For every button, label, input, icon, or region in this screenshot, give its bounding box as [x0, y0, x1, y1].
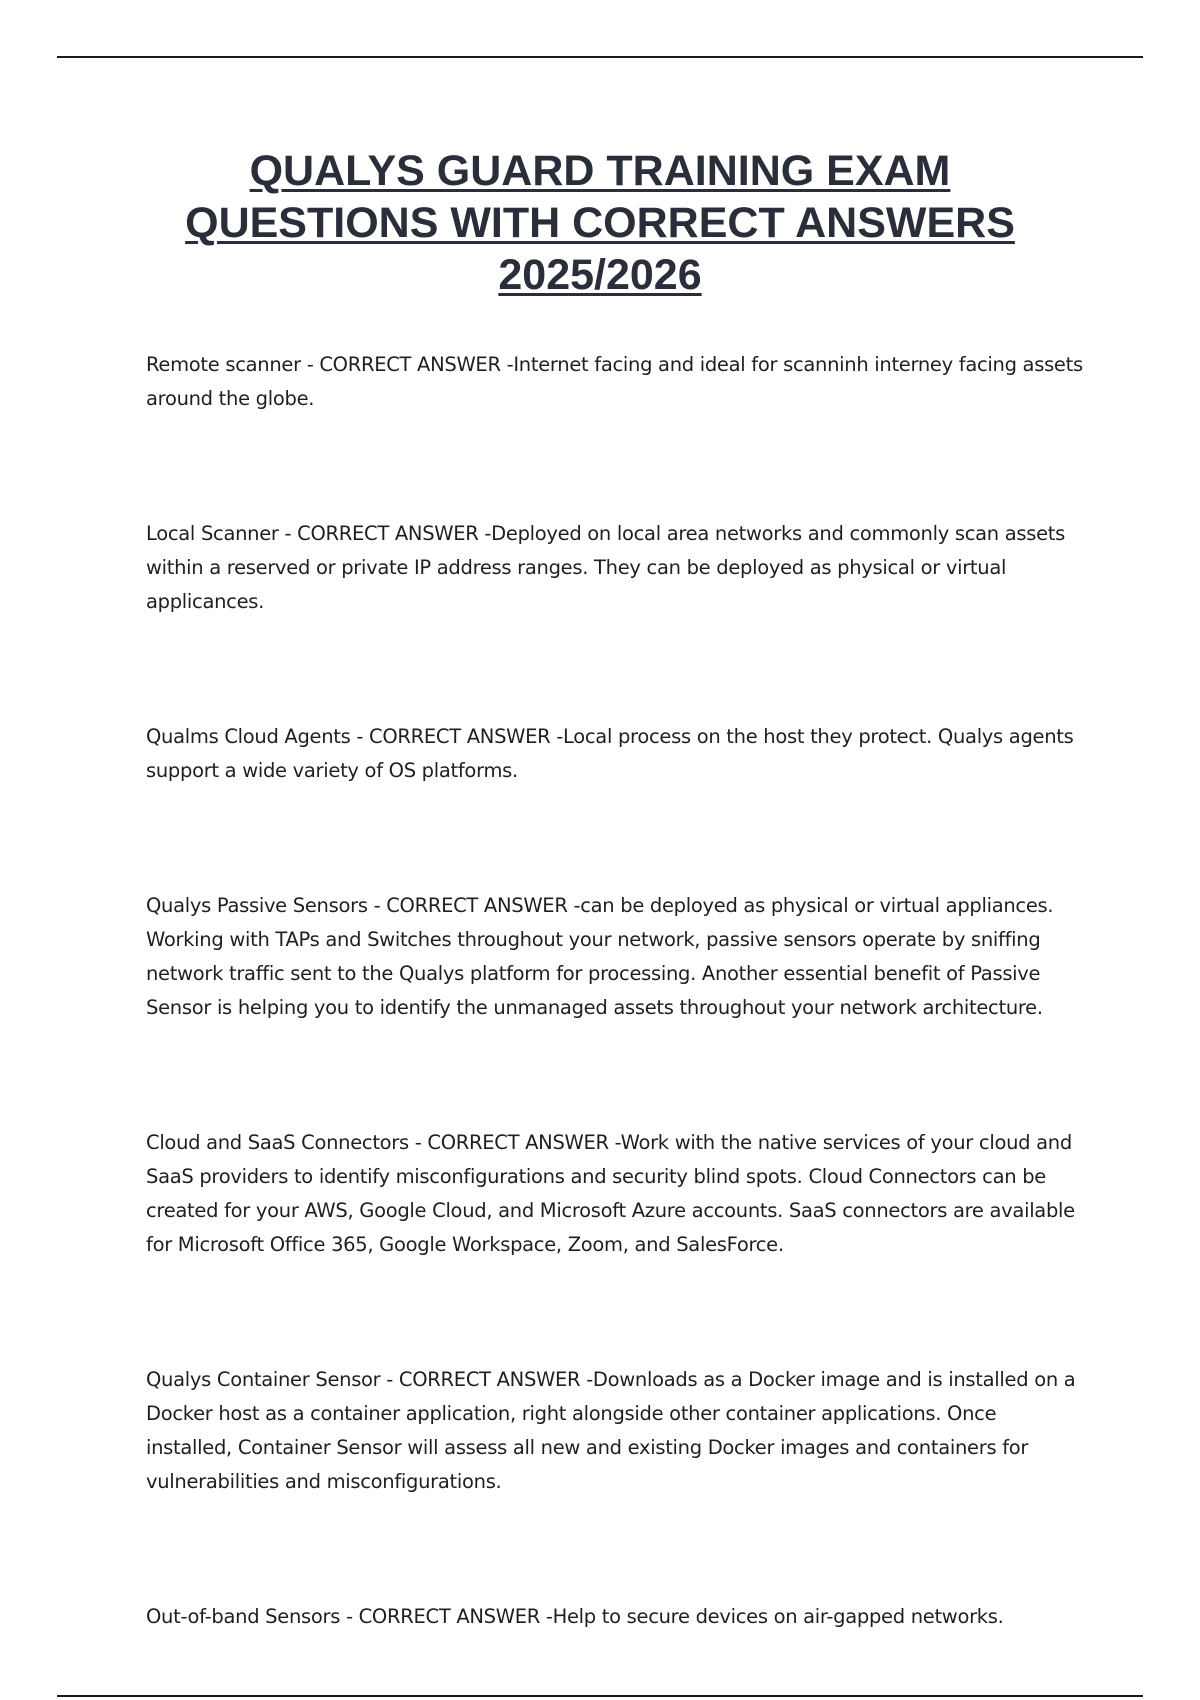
title-line: QUESTIONS WITH CORRECT ANSWERS	[185, 199, 1015, 247]
qa-item-passive-sensors: Qualys Passive Sensors - CORRECT ANSWER -can be deployed as physical or virtual appliances. Working with TAPs and Switches throughout your network, passive sensors operate by sniffing network traffic sent to the Qualys platform for processing. Another essential benefit of Passive Sensor is helping you to identify the unmanaged assets throughout your network architecture.	[146, 894, 1054, 1019]
qa-item-remote-scanner: Remote scanner - CORRECT ANSWER -Internet facing and ideal for scanninh interney facing assets around the globe.	[146, 353, 1083, 410]
qa-item-cloud-saas-connectors: Cloud and SaaS Connectors - CORRECT ANSWER -Work with the native services of your cloud and SaaS providers to identify misconfigurations and security blind spots. Cloud Connectors can be created for your AWS, Google Cloud, and Microsoft Azure accounts. SaaS connectors are available for Microsoft Office 365, Google Workspace, Zoom, and SalesForce.	[146, 1131, 1075, 1256]
bottom-divider	[57, 1695, 1143, 1697]
title-line: QUALYS GUARD TRAINING EXAM	[249, 147, 951, 195]
qa-item-out-of-band-sensors: Out-of-band Sensors - CORRECT ANSWER -Help to secure devices on air-gapped networks.	[146, 1605, 1004, 1628]
title-line: 2025/2026	[498, 251, 702, 299]
qa-item-container-sensor: Qualys Container Sensor - CORRECT ANSWER -Downloads as a Docker image and is installed on a Docker host as a container application, right alongside other container applications. Once installed, Container Sensor will assess all new and existing Docker images and containers for vulnerabilities and misconfigurations.	[146, 1368, 1076, 1493]
top-divider	[57, 56, 1143, 58]
qa-list	[146, 348, 1086, 1634]
qa-item-local-scanner: Local Scanner - CORRECT ANSWER -Deployed on local area networks and commonly scan assets within a reserved or private IP address ranges. They can be deployed as physical or virtual applicances.	[146, 522, 1065, 613]
document-title	[100, 145, 1100, 301]
qa-item-cloud-agents: Qualms Cloud Agents - CORRECT ANSWER -Local process on the host they protect. Qualys agents support a wide variety of OS platforms.	[146, 725, 1074, 782]
